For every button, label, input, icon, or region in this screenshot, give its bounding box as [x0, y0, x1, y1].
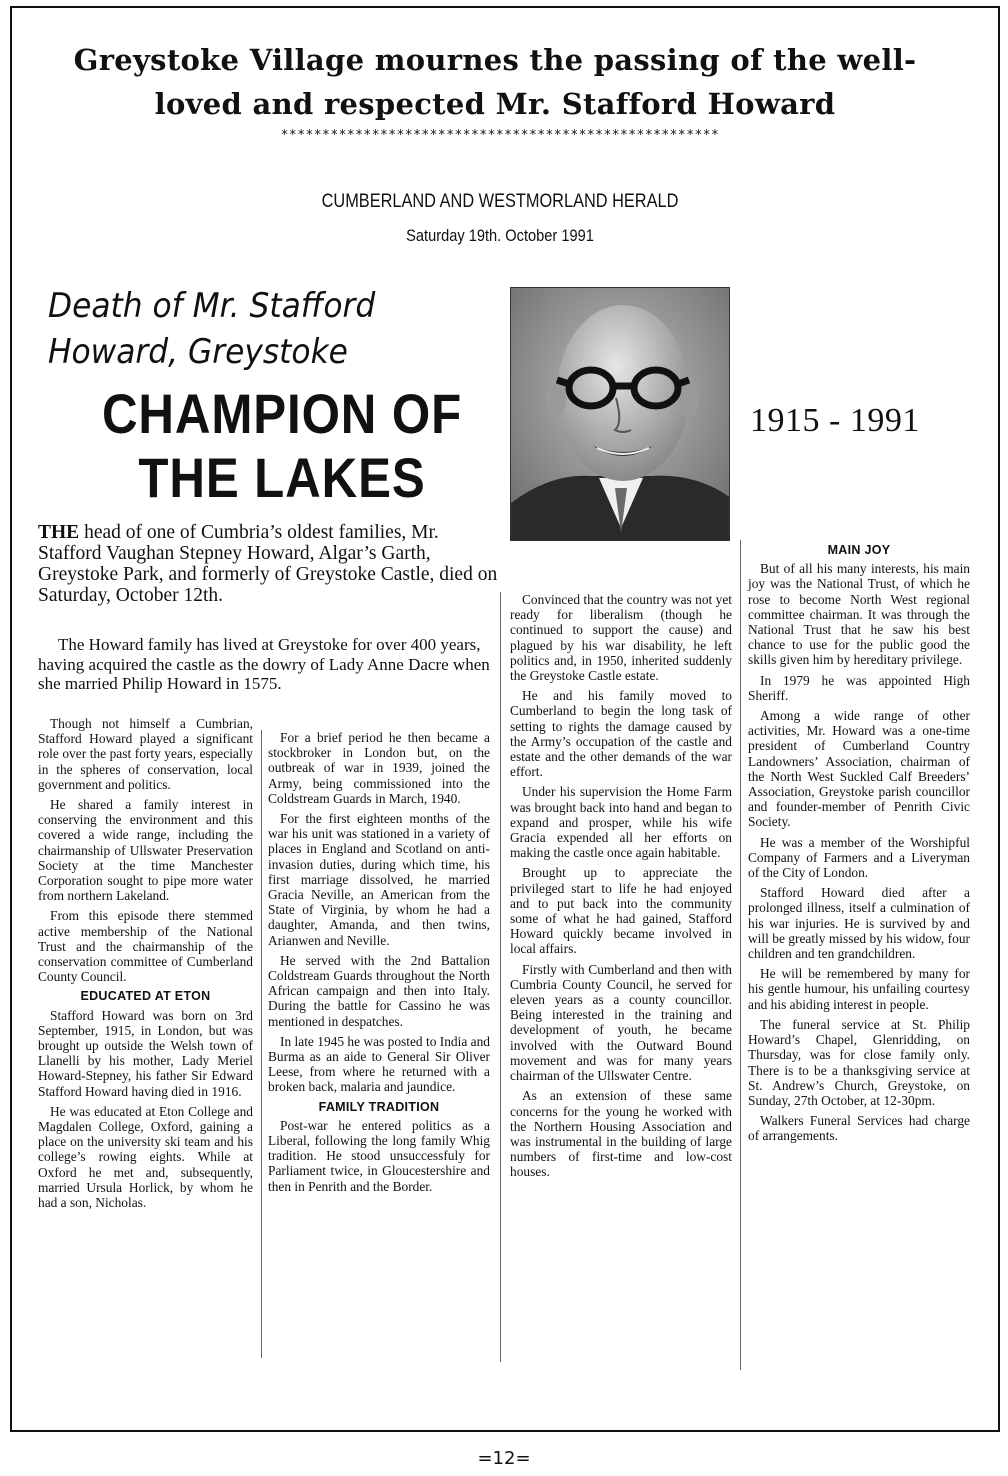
star-divider: *****************************************************: [280, 128, 720, 143]
paragraph: The funeral service at St. Philip Howard’s Chapel, Glenridding, on Thursday, was for close family only. There is to be a thanksgiving service at St. Andrew’s Church, Greystoke, on Sunday, 27th October, at 12-30pm.: [748, 1016, 970, 1108]
paragraph: Under his supervision the Home Farm was brought back into hand and began to expand and prosper, while his wife Gracia expended all her efforts on making the castle once again habitable.: [510, 784, 732, 861]
portrait-photo: [510, 287, 730, 541]
paragraph: Post-war he entered politics as a Liberal, following the long family Whig tradition. He stood unsuccessfuly for Parliament twice, in Gloucestershire and then in Penrith and the Border.: [268, 1117, 490, 1194]
article-column-4: [748, 540, 970, 1149]
article-column-2: [268, 730, 490, 1199]
paragraph: In 1979 he was appointed High Sheriff.: [748, 672, 970, 703]
paragraph: Firstly with Cumberland and then with Cumbria County Council, he served for eleven years as a county councillor. Being interested in the training and development of youth, he became involved with the Outward Bound movement and was for many years chairman of the Ullswater Centre.: [510, 961, 732, 1084]
paragraph: He and his family moved to Cumberland to begin the long task of setting to rights the damage caused by the Army’s occupation of the castle and estate and the other demands of the war effort.: [510, 688, 732, 780]
paragraph: Though not himself a Cumbrian, Stafford Howard played a significant role over the past forty years, especially in the spheres of conservation, local government and politics.: [38, 716, 253, 792]
newspaper-name: CUMBERLAND AND WESTMORLAND HERALD: [321, 191, 679, 212]
paragraph: Convinced that the country was not yet ready for liberalism (though he continued to support the cause) and plagued by his war disability, he left politics and, in 1950, inherited suddenly the Greystoke Castle estate.: [510, 592, 732, 684]
newspaper-date: Saturday 19th. October 1991: [406, 226, 594, 245]
paragraph: Stafford Howard died after a prolonged illness, itself a culmination of his war injuries. He is survived by and will be greatly missed by his widow, four children and ten grandchildren.: [748, 885, 970, 962]
article-lead-second: The Howard family has lived at Greystoke for over 400 years, having acquired the castle as the dowry of Lady Anne Dacre when she married Philip Howard in 1575.: [38, 635, 490, 693]
paragraph: Among a wide range of other activities, Mr. Howard was a one-time president of Cumberland Country Landowners’ Association, chairman of the North West Suckled Calf Breeders’ Association, Greystoke parish councillor and founder-member of Penrith Civic Society.: [748, 708, 970, 830]
column-rule: [261, 730, 262, 1358]
life-years: 1915 - 1991: [750, 402, 920, 439]
page-number: =12=: [477, 1448, 531, 1469]
article-column-1: [38, 716, 253, 1215]
article-column-3: [510, 592, 732, 1185]
paragraph: He will be remembered by many for his gentle humour, his unfailing courtesy and his abiding interest in people.: [748, 966, 970, 1012]
paragraph: He served with the 2nd Battalion Coldstream Guards throughout the North African campaign and then into Italy. During the battle for Cassino he was mentioned in despatches.: [268, 952, 490, 1029]
paragraph: He was a member of the Worshipful Company of Farmers and a Liveryman of the City of London.: [748, 834, 970, 881]
paragraph: For a brief period he then became a stockbroker in London but, on the outbreak of war in 1939, joined the Army, being commissioned into the Coldstream Guards in March, 1940.: [268, 730, 490, 806]
subheading: EDUCATED AT ETON: [80, 989, 211, 1004]
subheading: FAMILY TRADITION: [318, 1099, 440, 1114]
paragraph: Walkers Funeral Services had charge of arrangements.: [748, 1113, 970, 1144]
paragraph: For the first eighteen months of the war his unit was stationed in a variety of places in England and Scotland on anti-invasion duties, during which time, his first marriage dissolved, he married Gracia Neville, an American from the State of Virginia, by whom he had a daughter, Amanda, and then twins, Arianwen and Neville.: [268, 811, 490, 948]
paragraph: As an extension of these same concerns for the young he worked with the Northern Housing Association and was instrumental in the building of large numbers of first-time and low-cost houses.: [510, 1088, 732, 1180]
paragraph: Brought up to appreciate the privileged start to life he had enjoyed and to put back into the community some of what he had gained, Stafford Howard quickly became involved in local affairs.: [510, 865, 732, 957]
paragraph: In late 1945 he was posted to India and Burma as an aide to General Sir Oliver Leese, from where he returned with a broken back, malaria and jaundice.: [268, 1033, 490, 1095]
article-title: CHAMPION OF THE LAKES: [101, 382, 463, 509]
subheading: MAIN JOY: [827, 543, 891, 557]
page-headline: Greystoke Village mournes the passing of the well- loved and respected Mr. Stafford Howard: [73, 43, 917, 121]
column-rule: [500, 592, 501, 1362]
column-rule: [740, 540, 741, 1370]
paragraph: He shared a family interest in conserving the environment and this covered a wide range, including the chairmanship of Ullswater Preservation Society at the time Manchester Corporation sought to pipe more water from northern Lakeland.: [38, 797, 253, 904]
article-kicker: Death of Mr. Stafford Howard, Greystoke: [48, 286, 376, 372]
paragraph: From this episode there stemmed active membership of the National Trust and the chairmanship of the conservation committee of Cumberland County Council.: [38, 908, 253, 985]
paragraph: But of all his many interests, his main joy was the National Trust, of which he rose to become North West regional committee chairman. It was through the National Trust that he saw his best chance to use for the public good the skills given him by hereditary privilege.: [748, 561, 970, 668]
paragraph: Stafford Howard was born on 3rd September, 1915, in London, but was brought up outside the Welsh town of Llanelli by his mother, Lady Meriel Howard-Stepney, his father Sir Edward Stafford Howard having died in 1916.: [38, 1007, 253, 1099]
article-lead: THE head of one of Cumbria’s oldest families, Mr. Stafford Vaughan Stepney Howard, Algar’s Garth, Greystoke Park, and formerly of Greystoke Castle, died on Saturday, October 12th.: [38, 522, 498, 606]
paragraph: He was educated at Eton College and Magdalen College, Oxford, gaining a place on the university ski team and his college’s rowing eights. While at Oxford he met and, subsequently, married Ursula Horlick, by whom he had a son, Nicholas.: [38, 1103, 253, 1211]
